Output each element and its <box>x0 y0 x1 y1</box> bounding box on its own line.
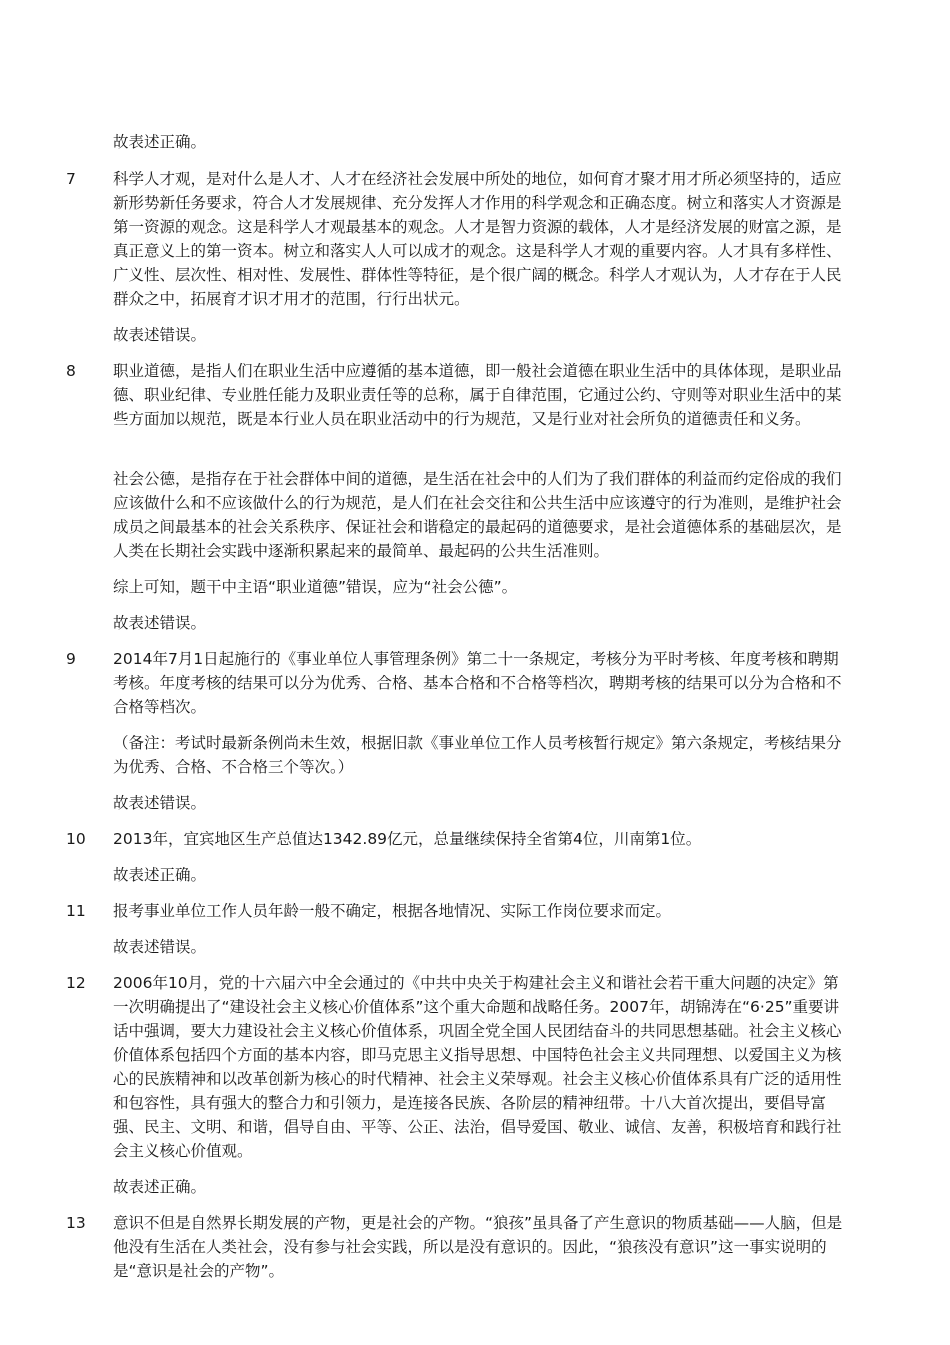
item-number: 8 <box>66 362 76 380</box>
conclusion-text: 故表述错误。 <box>113 938 207 956</box>
item-text: 2013年，宜宾地区生产总值达1342.89亿元，总量继续保持全省第4位，川南第1位。 <box>113 830 702 848</box>
item-number: 12 <box>66 974 86 992</box>
item-text: 职业道德，是指人们在职业生活中应遵循的基本道德，即一般社会道德在职业生活中的具体体现，是职业品德、职业纪律、专业胜任能力及职业责任等的总称，属于自律范围，它通过公约、守则等对职业生活中的某些方面加以规范，既是本行业人员在职业活动中的行为规范，又是行业对社会所负的道德责任和义务。 <box>113 362 842 428</box>
item-text: 2014年7月1日起施行的《事业单位人事管理条例》第二十一条规定，考核分为平时考核、年度考核和聘期考核。年度考核的结果可以分为优秀、合格、基本合格和不合格等档次，聘期考核的结果可以分为合格和不合格等档次。 <box>113 650 842 716</box>
item-note: （备注：考试时最新条例尚未生效，根据旧款《事业单位工作人员考核暂行规定》第六条规定，考核结果分为优秀、合格、不合格三个等次。） <box>113 734 842 776</box>
conclusion-text: 故表述错误。 <box>113 794 207 812</box>
item-text: 意识不但是自然界长期发展的产物，更是社会的产物。“狼孩”虽具备了产生意识的物质基础——人脑，但是他没有生活在人类社会，没有参与社会实践，所以是没有意识的。因此，“狼孩没有意识”这一事实说明的是“意识是社会的产物”。 <box>113 1214 843 1280</box>
item-number: 13 <box>66 1214 86 1232</box>
item-number: 11 <box>66 902 86 920</box>
conclusion-text: 故表述错误。 <box>113 326 207 344</box>
item-text: 报考事业单位工作人员年龄一般不确定，根据各地情况、实际工作岗位要求而定。 <box>113 902 672 920</box>
item-text: 科学人才观，是对什么是人才、人才在经济社会发展中所处的地位，如何育才聚才用才所必须坚持的，适应新形势新任务要求，符合人才发展规律、充分发挥人才作用的科学观念和正确态度。树立和落实人才资源是第一资源的观念。这是科学人才观最基本的观念。人才是智力资源的载体，人才是经济发展的财富之源，是真正意义上的第一资本。树立和落实人人可以成才的观念。这是科学人才观的重要内容。人才具有多样性、广义性、层次性、相对性、发展性、群体性等特征，是个很广阔的概念。科学人才观认为，人才存在于人民群众之中，拓展育才识才用才的范围，行行出状元。 <box>113 170 842 308</box>
conclusion-text: 故表述正确。 <box>113 133 207 151</box>
conclusion-text: 故表述错误。 <box>113 614 207 632</box>
conclusion-text: 故表述正确。 <box>113 866 207 884</box>
item-summary: 综上可知，题干中主语“职业道德”错误，应为“社会公德”。 <box>113 578 518 596</box>
item-number: 9 <box>66 650 76 668</box>
item-text-secondary: 社会公德，是指存在于社会群体中间的道德，是生活在社会中的人们为了我们群体的利益而约定俗成的我们应该做什么和不应该做什么的行为规范，是人们在社会交往和公共生活中应该遵守的行为准则，是维护社会成员之间最基本的社会关系秩序、保证社会和谐稳定的最起码的道德要求，是社会道德体系的基础层次，是人类在长期社会实践中逐渐积累起来的最简单、最起码的公共生活准则。 <box>113 470 842 560</box>
item-number: 10 <box>66 830 86 848</box>
conclusion-text: 故表述正确。 <box>113 1178 207 1196</box>
item-number: 7 <box>66 170 76 188</box>
item-text: 2006年10月，党的十六届六中全会通过的《中共中央关于构建社会主义和谐社会若干重大问题的决定》第一次明确提出了“建设社会主义核心价值体系”这个重大命题和战略任务。2007年，胡锦涛在“6·25”重要讲话中强调，要大力建设社会主义核心价值体系，巩固全党全国人民团结奋斗的共同思想基础。社会主义核心价值体系包括四个方面的基本内容，即马克思主义指导思想、中国特色社会主义共同理想、以爱国主义为核心的民族精神和以改革创新为核心的时代精神、社会主义荣辱观。社会主义核心价值体系具有广泛的适用性和包容性，具有强大的整合力和引领力，是连接各民族、各阶层的精神纽带。十八大首次提出，要倡导富强、民主、文明、和谐，倡导自由、平等、公正、法治，倡导爱国、敬业、诚信、友善，积极培育和践行社会主义核心价值观。 <box>113 974 842 1160</box>
